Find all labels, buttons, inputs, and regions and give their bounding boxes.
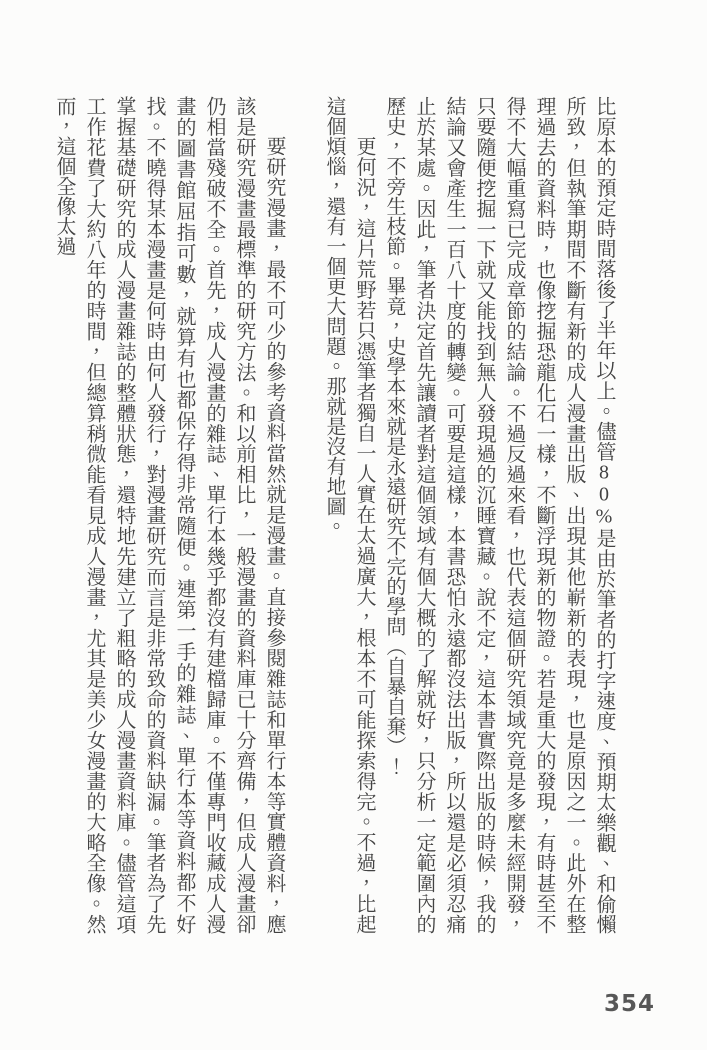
page-text-block	[49, 96, 619, 934]
paragraph-text: 是由於筆者的打字速度、預期太樂觀、和偷懶所致，但執筆期間不斷有新的成人漫畫出版、出現其他嶄新的表現，也是原因之一。此外在整理過去的資料時，也像挖掘恐龍化石一樣，不斷浮現新的物證。若是重大的發現，有時甚至不得不大幅重寫已完成章節的結論。不過反過來看，也代表這個研究領域究竟是多麼未經開發，只要隨便挖掘一下就又能找到無人發現過的沉睡寶藏。說不定，這本書實際出版的時候，我的結論又會產生一百八十度的轉變。可要是這樣，本書恐怕永遠都沒法出版，所以還是必須忍痛止於某處。因此，筆者決定首先讓讀者對這個領域有個大概的了解就好，只分析一定範圍內的歷史，不旁生枝節。畢竟，史學本來就是永遠研究不完的學問（自暴自棄）！	[383, 96, 615, 935]
percent-figure: 80%	[593, 461, 615, 528]
text-section-1	[319, 96, 619, 934]
paragraph-continuation	[379, 96, 619, 934]
text-section-2	[49, 96, 289, 934]
paragraph: 更何況，這片荒野若只憑筆者獨自一人實在太過廣大，根本不可能探索得完。不過，比起這個煩惱，還有一個更大問題。那就是沒有地圖。	[323, 96, 375, 934]
paragraph-text: 比原本的預定時間落後了半年以上。儘管	[593, 96, 615, 462]
page-number: 354	[604, 991, 656, 1017]
paragraph: 要研究漫畫，最不可少的參考資料當然就是漫畫。直接參閱雜誌和單行本等實體資料，應該是研究漫畫最標準的研究方法。和以前相比，一般漫畫的資料庫已十分齊備，但成人漫畫卻仍相當殘破不全。首先，成人漫畫的雜誌、單行本幾乎都沒有建檔歸庫。不僅專門收藏成人漫畫的圖書館屈指可數，就算有也都保存得非常隨便。連第一手的雜誌、單行本等資料都不好找。不曉得某本漫畫是何時由何人發行，對漫畫研究而言是非常致命的資料缺漏。筆者為了先掌握基礎研究的成人漫畫雜誌的整體狀態，還特地先建立了粗略的成人漫畫資料庫。儘管這項工作花費了大約八年的時間，但總算稍微能看見成人漫畫，尤其是美少女漫畫的大略全像。然而，這個全像太過	[53, 96, 285, 934]
